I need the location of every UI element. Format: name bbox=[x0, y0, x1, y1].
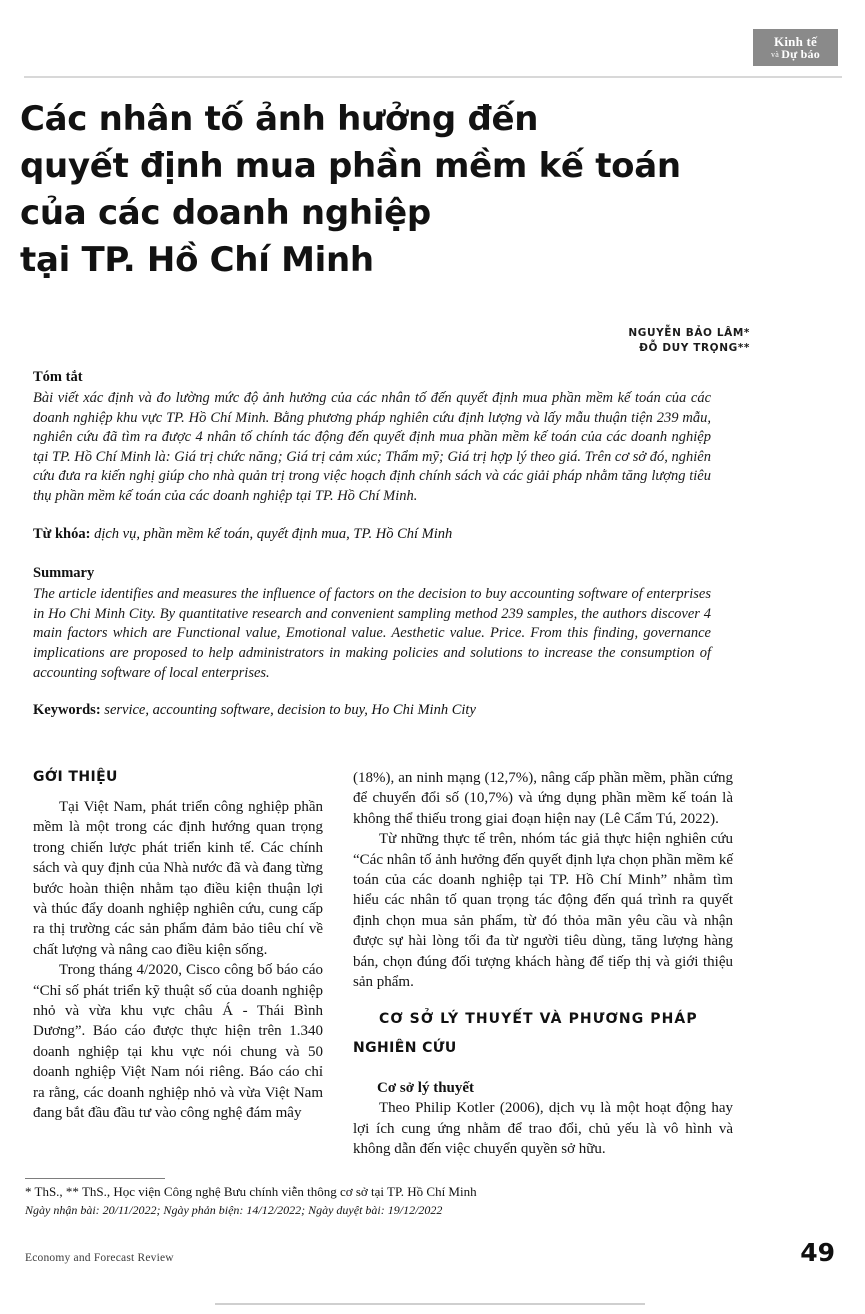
keywords-en-text: service, accounting software, decision to buy, Ho Chi Minh City bbox=[100, 702, 476, 719]
intro-paragraph-3: Từ những thực tế trên, nhóm tác giả thực hiện nghiên cứu “Các nhân tố ảnh hưởng đến quyết định lựa chọn phần mềm kế toán của các doanh nghiệp tại TP. Hồ Chí Minh” nhằm tìm hiểu các nhân tố quan trọng tác động đến quá trình ra quyết định chọn mua sản phẩm, từ đó thỏa mãn yêu cầu và nhận được sự hài lòng tối đa từ người tiêu dùng, tăng lượng hàng bán, chọn đúng đối tượng khách hàng để tiếp thị và giới thiệu sản phẩm. bbox=[353, 831, 733, 991]
author-name-1: NGUYỄN BẢO LÂM* bbox=[628, 327, 750, 339]
body-column-left bbox=[33, 768, 323, 1124]
title-line-3: của các doanh nghiệp bbox=[20, 193, 431, 233]
journal-logo-line1: Kinh tế bbox=[774, 33, 817, 49]
section-heading-introduction: GỚI THIỆU bbox=[33, 769, 118, 785]
footnote-affiliation: * ThS., ** ThS., Học viện Công nghệ Bưu chính viễn thông cơ sở tại TP. Hồ Chí Minh bbox=[25, 1184, 477, 1199]
title-line-2: quyết định mua phần mềm kế toán bbox=[20, 146, 681, 186]
footnote-block bbox=[25, 1183, 725, 1218]
intro-paragraph-2-continued: (18%), an ninh mạng (12,7%), nâng cấp phần mềm, phần cứng để chuyển đổi số (10,7%) và ứng dụng phần mềm kế toán là không thể thiếu trong giai đoạn hiện nay (Lê Cẩm Tú, 2022). bbox=[353, 770, 733, 827]
intro-paragraph-2: Trong tháng 4/2020, Cisco công bố báo cáo “Chỉ số phát triển kỹ thuật số của doanh nghiệp nhỏ và vừa khu vực châu Á - Thái Bình Dương”. Báo cáo được thực hiện trên 1.340 doanh nghiệp tại khu vực nói chung và 50 doanh nghiệp Việt Nam nói riêng. Báo cáo chỉ ra rằng, các doanh nghiệp nhỏ và vừa Việt Nam đang bắt đầu đầu tư vào công nghệ đám mây bbox=[33, 962, 323, 1122]
section-heading-theory-line2: NGHIÊN CỨU bbox=[353, 1040, 457, 1057]
keywords-en-label: Keywords: bbox=[33, 702, 101, 719]
subsection-heading-theoretical-basis: Cơ sở lý thuyết bbox=[377, 1080, 475, 1097]
abstract-en-text: The article identifies and measures the influence of factors on the decision to buy accounting software of enterprises in Ho Chi Minh City. By quantitative research and convenient sampling method 239 samples, the authors discover 4 main factors which are Functional value, Emotional value. Aesthetic value. Price. From this finding, governance implications are proposed to help administrators in making policies and solutions to increase the consumption of accounting software of local enterprises. bbox=[33, 586, 711, 681]
journal-logo-line2-main: Dự báo bbox=[781, 47, 820, 61]
keywords-en bbox=[33, 701, 711, 721]
page-number: 49 bbox=[800, 1238, 835, 1267]
journal-logo-line2-prefix: và bbox=[771, 50, 782, 59]
title-line-1: Các nhân tố ảnh hưởng đến bbox=[20, 99, 539, 139]
title-line-4: tại TP. Hồ Chí Minh bbox=[20, 240, 374, 280]
author-list bbox=[440, 326, 750, 356]
section-heading-theory-line1: CƠ SỞ LÝ THUYẾT VÀ PHƯƠNG PHÁP bbox=[379, 1011, 698, 1028]
footnote-divider bbox=[25, 1178, 165, 1179]
journal-logo-line2 bbox=[771, 48, 820, 60]
theory-paragraph-1: Theo Philip Kotler (2006), dịch vụ là một hoạt động hay lợi ích cung ứng nhằm để trao đổi, chủ yếu là vô hình và không dẫn đến việc chuyển quyền sở hữu. bbox=[353, 1100, 733, 1158]
author-name-2: ĐỖ DUY TRỌNG** bbox=[639, 342, 750, 354]
abstract-vi-label: Tóm tắt bbox=[33, 369, 83, 385]
footnote-submission-dates: Ngày nhận bài: 20/11/2022; Ngày phản biện: 14/12/2022; Ngày duyệt bài: 19/12/2022 bbox=[25, 1203, 443, 1217]
intro-paragraph-1: Tại Việt Nam, phát triển công nghiệp phần mềm là một trong các định hướng quan trọng trong chiến lược phát triển kinh tế. Các chính sách và quy định của Nhà nước đã và đang từng bước hoàn thiện nhằm tạo điều kiện thuận lợi và thúc đẩy doanh nghiệp nghiên cứu, cung cấp ra thị trường các sản phẩm đảm bảo tiêu chí về chất lượng và nâng cao điều kiện sống. bbox=[33, 799, 323, 958]
section-spacer bbox=[353, 992, 733, 1010]
subsection-spacer bbox=[353, 1068, 733, 1078]
footer-divider bbox=[215, 1303, 645, 1305]
abstract-en-label: Summary bbox=[33, 565, 95, 582]
journal-logo-badge bbox=[754, 30, 837, 65]
header-divider bbox=[24, 76, 842, 78]
keywords-vi-text: dịch vụ, phần mềm kế toán, quyết định mua, TP. Hồ Chí Minh bbox=[90, 525, 453, 542]
abstract-section bbox=[33, 368, 711, 721]
abstract-gap bbox=[33, 544, 711, 564]
footer-journal-name: Economy and Forecast Review bbox=[25, 1252, 174, 1264]
article-title bbox=[20, 96, 720, 284]
body-columns bbox=[33, 768, 733, 1158]
body-column-right bbox=[353, 768, 733, 1160]
keywords-vi bbox=[33, 525, 711, 545]
masthead bbox=[0, 0, 865, 88]
abstract-vi-text: Bài viết xác định và đo lường mức độ ảnh hưởng của các nhân tố đến quyết định mua phần mềm kế toán của các doanh nghiệp khu vực TP. Hồ Chí Minh. Bằng phương pháp nghiên cứu định lượng và lấy mẫu thuận tiện 239 mẫu, nghiên cứu đã tìm ra được 4 nhân tố chính tác động đến quyết định mua phần mềm kế toán của các doanh nghiệp tại TP. Hồ Chí Minh là: Giá trị chức năng; Giá trị cảm xúc; Thẩm mỹ; Giá trị hợp lý theo giá. Trên cơ sở đó, nghiên cứu đưa ra kiến nghị giúp cho nhà quản trị trong việc hoạch định chính sách và các giải pháp nhằm tăng lượng tiêu thụ phần mềm kế toán của các doanh nghiệp tại TP. Hồ Chí Minh. bbox=[33, 390, 711, 504]
keywords-vi-label: Từ khóa: bbox=[33, 525, 91, 542]
